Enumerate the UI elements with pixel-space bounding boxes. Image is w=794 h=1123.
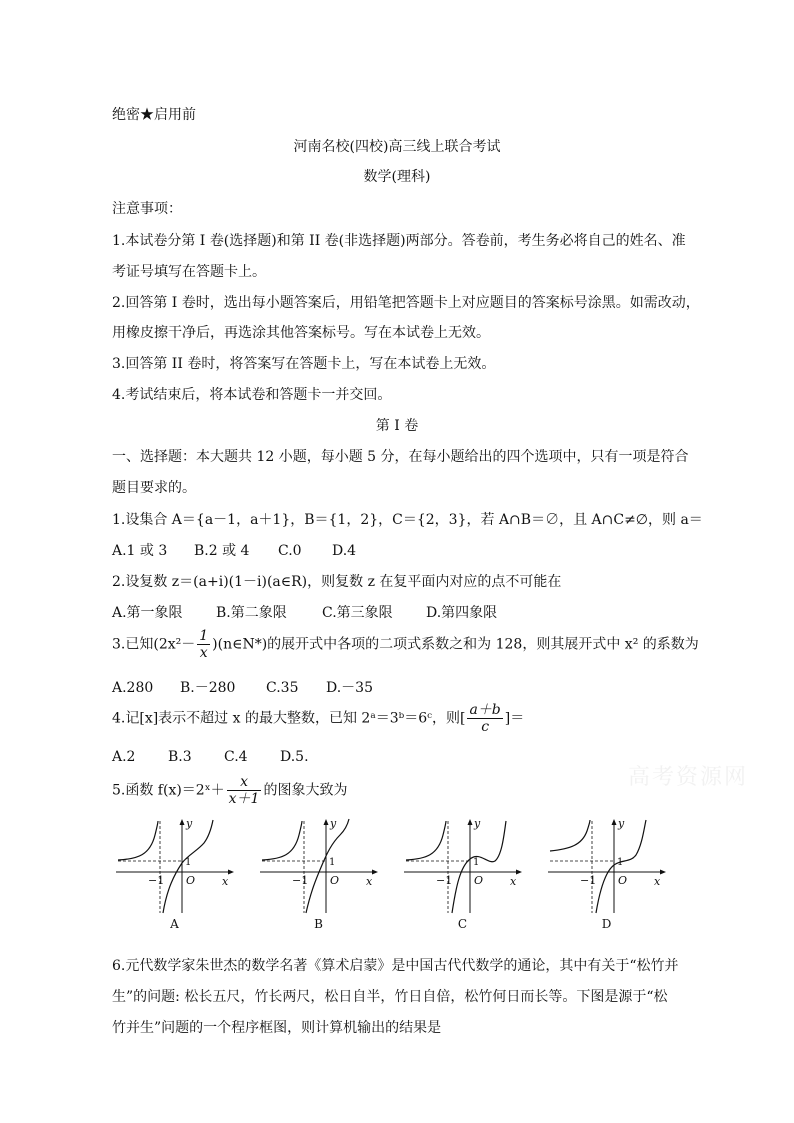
q5-graph-d-plot [544, 815, 674, 917]
q5-graph-d-y-label: y [618, 817, 625, 830]
q1-option-c: C.0 [278, 543, 302, 559]
q5-graph-a-x-label: x [222, 875, 229, 888]
q4-option-a: A.2 [112, 749, 136, 765]
q3-options [112, 677, 373, 697]
q5-graph-b-plot [256, 815, 386, 917]
q5-graph-a-neg-one: −1 [148, 874, 165, 887]
confidential-mark: 绝密★启用前 [112, 107, 196, 123]
q5-graph-b-neg-one: −1 [292, 874, 309, 887]
q2-options [112, 602, 497, 622]
q5-fraction-denominator: x＋1 [228, 791, 260, 807]
q4-stem-post: ]＝ [504, 710, 525, 727]
q5-graph-c-label: C [457, 917, 468, 931]
q5-graph-a-plot [112, 815, 242, 917]
exam-title: 河南名校(四校)高三线上联合考试 [293, 139, 501, 155]
q3-option-b: B.－280 [180, 680, 236, 696]
q1-option-a: A.1 或 3 [112, 543, 168, 559]
q3-stem-pre: 3.已知(2x²－ [112, 636, 196, 653]
q5-graph-b-x-label: x [366, 875, 373, 888]
q5-graph-d-one: 1 [617, 857, 624, 868]
note-2b: 用橡皮擦干净后，再选涂其他答案标号。写在本试卷上无效。 [112, 325, 490, 341]
q3-option-c: C.35 [266, 680, 299, 696]
notes-heading: 注意事项： [112, 201, 182, 217]
q5-graph-a-origin: O [186, 874, 196, 887]
q4-option-b: B.3 [168, 749, 192, 765]
q5-stem-pre: 5.函数 f(x)＝2ˣ＋ [112, 782, 225, 799]
q5-graph-b [256, 815, 386, 935]
q5-graph-c-neg-one: −1 [436, 874, 453, 887]
q4-stem-pre: 4.记[x]表示不超过 x 的最大整数，已知 2ᵃ＝3ᵇ＝6ᶜ，则[ [112, 710, 466, 727]
q2-stem: 2.设复数 z＝(a+i)(1－i)(a∈R)，则复数 z 在复平面内对应的点不可能在 [112, 574, 562, 590]
q5-graph-a-label: A [170, 917, 179, 931]
q5-graph-c-one: 1 [473, 857, 480, 868]
q6-line-3: 竹并生”问题的一个程序框图，则计算机输出的结果是 [112, 1020, 442, 1036]
q3-option-a: A.280 [112, 680, 154, 696]
q2-option-d: D.第四象限 [426, 605, 498, 621]
q5-graph-b-y-label: y [330, 817, 337, 830]
q5-graph-d-origin: O [618, 874, 628, 887]
q3-option-d: D.－35 [326, 680, 373, 696]
q5-stem [112, 774, 347, 807]
q1-stem: 1.设集合 A＝{a－1，a＋1}，B＝{1，2}，C＝{2，3}，若 A∩B＝∅，且 A∩C≠∅，则 a＝ [112, 512, 703, 528]
q4-option-c: C.4 [224, 749, 248, 765]
section-instruction-b: 题目要求的。 [112, 480, 196, 496]
q5-graph-d [544, 815, 674, 935]
q1-option-b: B.2 或 4 [194, 543, 250, 559]
q4-fraction-denominator: c [481, 719, 490, 735]
q5-graph-c-x-label: x [510, 875, 517, 888]
q5-graph-b-one: 1 [329, 857, 336, 868]
part1-title: 第 I 卷 [375, 418, 419, 434]
note-2a: 2.回答第 I 卷时，选出每小题答案后，用铅笔把答题卡上对应题目的答案标号涂黑。如需改动， [112, 295, 700, 311]
q5-graph-d-label: D [601, 917, 612, 931]
q6-line-1: 6.元代数学家朱世杰的数学名著《算术启蒙》是中国古代代数学的通论，其中有关于“松竹并 [112, 958, 679, 974]
q5-graph-a-one: 1 [185, 857, 192, 868]
q4-options [112, 749, 309, 765]
q1-option-d: D.4 [332, 543, 357, 559]
note-1b: 考证号填写在答题卡上。 [112, 264, 266, 280]
q5-fraction-numerator: x [227, 774, 262, 791]
q1-options [112, 540, 356, 560]
note-1a: 1.本试卷分第 I 卷(选择题)和第 II 卷(非选择题)两部分。答卷前，考生务必将自己的姓名、准 [112, 233, 686, 249]
q5-graph-b-origin: O [330, 874, 340, 887]
q5-graph-b-label: B [314, 917, 323, 931]
q6-line-2: 生”的问题: 松长五尺，竹长两尺，松日自半，竹日自倍，松竹何日而长等。下图是源于“松 [112, 989, 668, 1005]
q2-option-c: C.第三象限 [322, 605, 393, 621]
q5-graph-d-neg-one: −1 [580, 874, 597, 887]
q5-graph-a [112, 815, 242, 935]
q4-fraction [467, 702, 502, 735]
q4-option-d: D.5. [280, 749, 309, 765]
q5-graph-a-y-label: y [186, 817, 193, 830]
q5-graph-c-plot [400, 815, 530, 917]
q5-stem-post: 的图象大致为 [263, 782, 348, 799]
q3-stem-post: )(n∈N*)的展开式中各项的二项式系数之和为 128，则其展开式中 x² 的系数为 [212, 636, 699, 653]
q5-graph-d-x-label: x [654, 875, 661, 888]
q3-fraction-denominator: x [199, 645, 208, 661]
note-3: 3.回答第 II 卷时，将答案写在答题卡上，写在本试卷上无效。 [112, 356, 496, 372]
q5-graph-c [400, 815, 530, 935]
q5-graph-c-y-label: y [474, 817, 481, 830]
watermark: 高考资源网 [628, 765, 749, 790]
q2-option-b: B.第二象限 [216, 605, 287, 621]
q5-fraction [227, 774, 262, 807]
note-4: 4.考试结束后，将本试卷和答题卡一并交回。 [112, 387, 392, 403]
exam-subject: 数学(理科) [363, 169, 431, 185]
q4-stem [112, 702, 524, 735]
q3-fraction-numerator: 1 [199, 628, 209, 644]
q2-option-a: A.第一象限 [112, 605, 183, 621]
q5-graph-c-origin: O [474, 874, 484, 887]
q3-fraction [197, 628, 210, 661]
section-instruction-a: 一、选择题：本大题共 12 小题，每小题 5 分，在每小题给出的四个选项中，只有一项是符合 [112, 449, 689, 465]
q4-fraction-numerator: a＋b [469, 702, 501, 718]
q3-stem [112, 628, 699, 661]
